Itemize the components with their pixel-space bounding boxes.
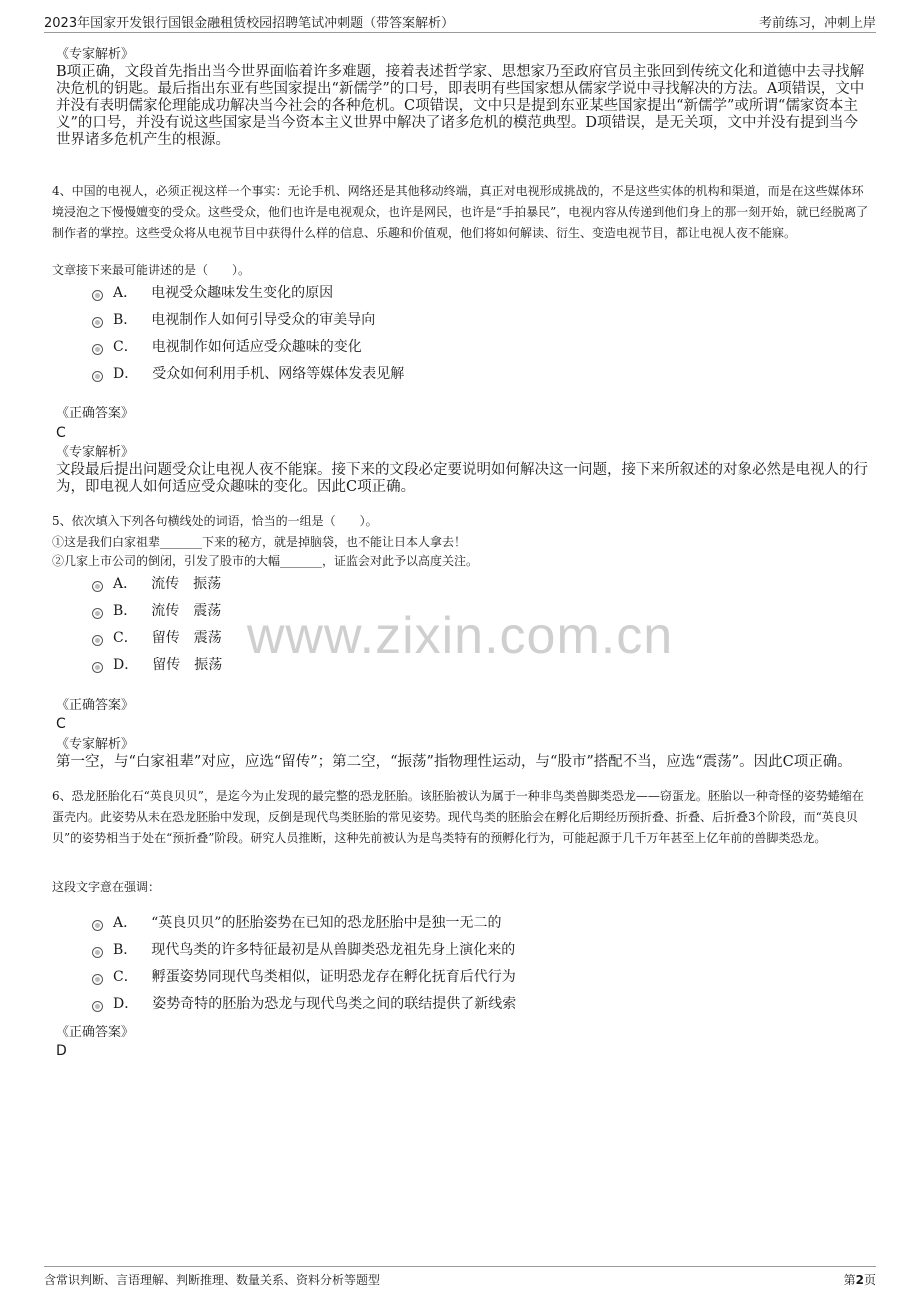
q4-answer: C <box>56 425 66 441</box>
radio-icon[interactable] <box>92 635 103 646</box>
q4-option-a[interactable]: A． 电视受众趣味发生变化的原因 <box>92 281 333 303</box>
q5-line-1: ①这是我们白家祖辈_______下来的秘方，就是掉脑袋，也不能让日本人拿去！ <box>52 535 467 549</box>
q6-answer: D <box>56 1043 67 1059</box>
watermark: www.zixin.com.cn <box>246 607 674 665</box>
q3-analysis: B项正确，文段首先指出当今世界面临着许多难题，接着表述哲学家、思想家乃至政府官员主张回到传统文化和道德中去寻找解决危机的钥匙。最后指出东亚有些国家提出“新儒学”的口号，即表明有些国家想从儒家学说中寻找解决的方法。A项错误，文中并没有表明儒家伦理能成功解决当今社会的各种危机。C项错误，文中只是提到东亚某些国家提出“新儒学”或所谓“儒家资本主义”的口号，并没有说这些国家是当今资本主义世界中解决了诸多危机的模范典型。D项错误，是无关项，文中并没有提到当今世界诸多危机产生的根源。 <box>56 64 865 148</box>
q5-analysis-label: 《专家解析》 <box>56 737 135 752</box>
header-slogan: 考前练习，冲刺上岸 <box>758 15 876 31</box>
q4-option-c[interactable]: C． 电视制作如何适应受众趣味的变化 <box>92 335 362 357</box>
page-footer <box>44 1266 876 1291</box>
q6-stem: 6、恐龙胚胎化石“英良贝贝”，是迄今为止发现的最完整的恐龙胚胎。该胚胎被认为属于一种非鸟类兽脚类恐龙——窃蛋龙。胚胎以一种奇怪的姿势蜷缩在蛋壳内。此姿势从未在恐龙胚胎中发现，反倒是现代鸟类胚胎的常见姿势。现代鸟类的胚胎会在孵化后期经历预折叠、折叠、后折叠3个阶段，而“英良贝贝”的姿势相当于处在“预折叠”阶段。研究人员推断，这种先前被认为是鸟类特有的预孵化行为，可能起源于几千万年甚至上亿年前的兽脚类恐龙。 <box>52 789 864 845</box>
q5-analysis: 第一空，与“白家祖辈”对应，应选“留传”；第二空，“振荡”指物理性运动，与“股市”搭配不当，应选“震荡”。因此C项正确。 <box>56 754 852 770</box>
radio-icon[interactable] <box>92 947 103 958</box>
radio-icon[interactable] <box>92 1001 103 1012</box>
q5-stem: 5、依次填入下列各句横线处的词语，恰当的一组是（ ）。 <box>52 514 378 528</box>
q5-option-b[interactable]: B． 流传 震荡 <box>92 599 221 621</box>
radio-icon[interactable] <box>92 920 103 931</box>
q4-analysis-label: 《专家解析》 <box>56 445 135 460</box>
radio-icon[interactable] <box>92 290 103 301</box>
footer-topics: 含常识判断、言语理解、判断推理、数量关系、资料分析等题型 <box>44 1272 381 1287</box>
q4-option-b[interactable]: B． 电视制作人如何引导受众的审美导向 <box>92 308 375 330</box>
q5-option-a[interactable]: A． 流传 振荡 <box>92 572 221 594</box>
q6-answer-label: 《正确答案》 <box>56 1025 135 1040</box>
q3-analysis-label: 《专家解析》 <box>56 47 135 62</box>
q4-stem: 4、中国的电视人，必须正视这样一个事实：无论手机、网络还是其他移动终端，真正对电视形成挑战的，不是这些实体的机构和渠道，而是在这些媒体环境浸泡之下慢慢嬗变的受众。这些受众，他们也许是电视观众，也许是网民，也许是“手拍暴民”，电视内容从传递到他们身上的那一刻开始，就已经脱离了制作者的掌控。这些受众将从电视节目中获得什么样的信息、乐趣和价值观，他们将如何解读、衍生、变造电视节目，都让电视人夜不能寐。 <box>52 184 869 240</box>
q5-option-c[interactable]: C． 留传 震荡 <box>92 626 222 648</box>
radio-icon[interactable] <box>92 974 103 985</box>
q6-option-c[interactable]: C． 孵蛋姿势同现代鸟类相似，证明恐龙存在孵化抚育后代行为 <box>92 965 516 987</box>
radio-icon[interactable] <box>92 371 103 382</box>
q5-answer: C <box>56 716 66 732</box>
q5-answer-label: 《正确答案》 <box>56 698 135 713</box>
q6-question: 这段文字意在强调： <box>52 880 161 894</box>
page-header <box>44 10 876 33</box>
radio-icon[interactable] <box>92 581 103 592</box>
radio-icon[interactable] <box>92 344 103 355</box>
header-title: 2023年国家开发银行国银金融租赁校园招聘笔试冲刺题（带答案解析） <box>44 15 455 31</box>
q4-answer-label: 《正确答案》 <box>56 406 135 421</box>
q5-option-d[interactable]: D． 留传 振荡 <box>92 653 222 675</box>
q4-analysis: 文段最后提出问题受众让电视人夜不能寐。接下来的文段必定要说明如何解决这一问题，接下来所叙述的对象必然是电视人的行为，即电视人如何适应受众趣味的变化。因此C项正确。 <box>56 462 868 495</box>
q4-option-d[interactable]: D． 受众如何利用手机、网络等媒体发表见解 <box>92 362 404 384</box>
q6-option-d[interactable]: D． 姿势奇特的胚胎为恐龙与现代鸟类之间的联结提供了新线索 <box>92 992 516 1014</box>
radio-icon[interactable] <box>92 317 103 328</box>
q5-line-2: ②几家上市公司的倒闭，引发了股市的大幅_______，证监会对此予以高度关注。 <box>52 554 479 568</box>
q6-option-b[interactable]: B． 现代鸟类的许多特征最初是从兽脚类恐龙祖先身上演化来的 <box>92 938 515 960</box>
page-number: 第2页 <box>843 1272 876 1287</box>
q6-option-a[interactable]: A． “英良贝贝”的胚胎姿势在已知的恐龙胚胎中是独一无二的 <box>92 911 501 933</box>
q4-question: 文章接下来最可能讲述的是（ ）。 <box>52 263 251 277</box>
radio-icon[interactable] <box>92 662 103 673</box>
radio-icon[interactable] <box>92 608 103 619</box>
